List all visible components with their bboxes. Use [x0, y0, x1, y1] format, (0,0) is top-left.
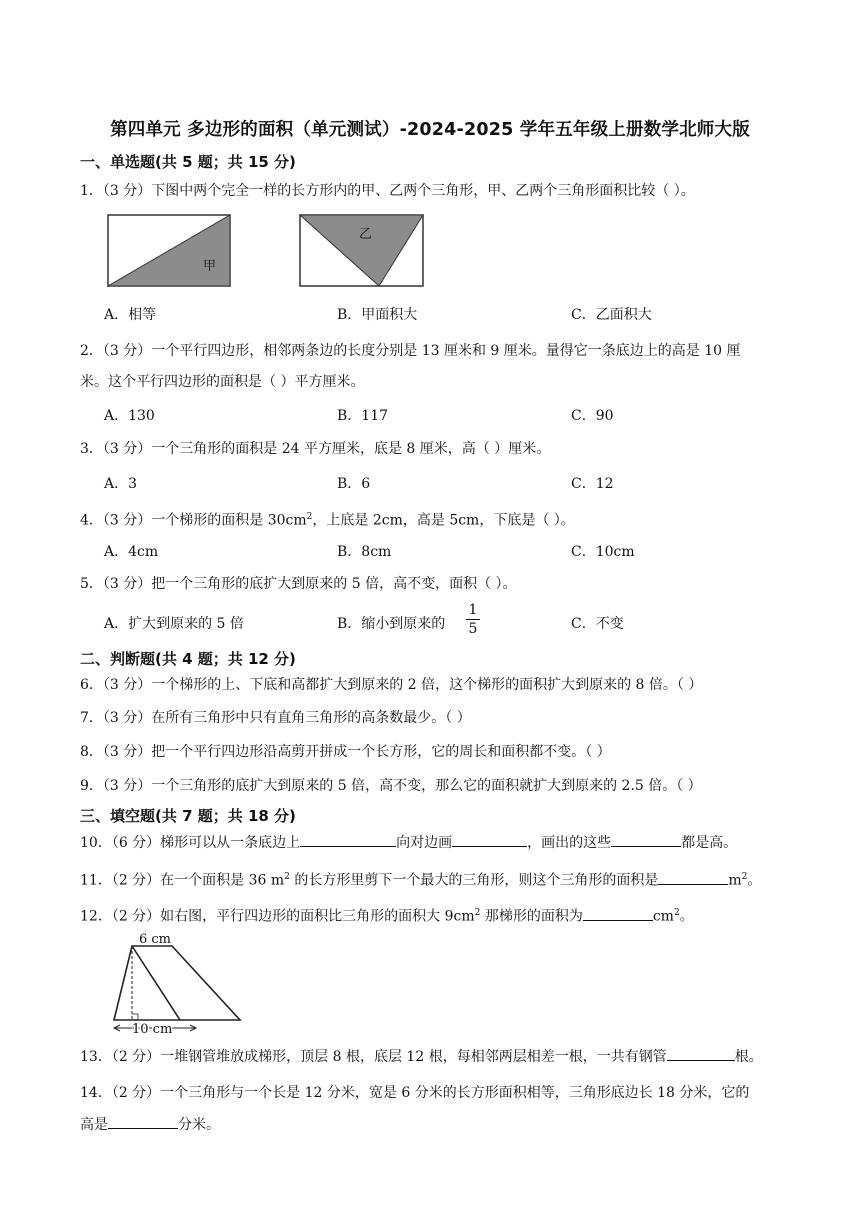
q13-text-b: 根。 — [734, 1049, 763, 1065]
q4-option-a[interactable]: A．4cm — [104, 544, 159, 560]
q10-text-d: 都是高。 — [681, 835, 738, 851]
question-13 — [80, 1042, 810, 1072]
question-2-line-2: 米。这个平行四边形的面积是（ ）平方厘米。 — [80, 374, 365, 390]
section-heading-true-false: 二、判断题(共 4 题；共 12 分) — [80, 650, 296, 668]
question-5: 5．（3 分）把一个三角形的底扩大到原来的 5 倍，高不变，面积（ ）。 — [80, 576, 517, 592]
q5-fraction-numerator: 1 — [466, 601, 480, 620]
question-2-line-1: 2．（3 分）一个平行四边形，相邻两条边的长度分别是 13 厘米和 9 厘米。量得它一条底边上的高是 10 厘 — [80, 343, 741, 359]
question-8: 8．（3 分）把一个平行四边形沿高剪开拼成一个长方形，它的周长和面积都不变。（ ） — [80, 744, 611, 760]
q5-option-b[interactable]: B．缩小到原来的 — [337, 616, 446, 632]
question-14-line-2 — [80, 1110, 810, 1140]
q13-blank[interactable] — [667, 1046, 735, 1061]
q10-text-c: ，画出的这些 — [527, 835, 612, 851]
q4-text-b: ，上底是 2cm，高是 5cm，下底是（ ）。 — [312, 512, 575, 529]
q1-figure-yi — [299, 214, 424, 287]
q1-figure-jia — [107, 214, 231, 287]
q12-blank[interactable] — [583, 906, 653, 921]
question-11 — [80, 862, 810, 896]
section-heading-single-choice: 一、单选题(共 5 题；共 15 分) — [80, 153, 296, 171]
q3-option-a[interactable]: A．3 — [104, 476, 138, 492]
question-14-line-1: 14．（2 分）一个三角形与一个长是 12 分米，宽是 6 分米的长方形面积相等，三角形底边长 18 分米，它的 — [80, 1085, 750, 1101]
q1-label-yi: 乙 — [359, 227, 373, 242]
q1-option-c[interactable]: C．乙面积大 — [571, 307, 652, 323]
question-9: 9．（3 分）一个三角形的底扩大到原来的 5 倍，高不变，那么它的面积就扩大到原来的 2.5 倍。（ ） — [80, 778, 702, 794]
q12-sup-1: 2 — [474, 908, 481, 918]
q4-text-a: 4．（3 分）一个梯形的面积是 30cm — [80, 512, 307, 529]
q3-option-c[interactable]: C．12 — [571, 476, 614, 492]
q2-option-c[interactable]: C．90 — [571, 408, 614, 424]
q11-text-a: 11．（2 分）在一个面积是 36 m — [80, 872, 285, 889]
q14-text-b: 分米。 — [178, 1117, 220, 1133]
q11-sup-1: 2 — [284, 872, 290, 882]
q11-blank[interactable] — [658, 870, 728, 885]
page-title: 第四单元 多边形的面积（单元测试）-2024-2025 学年五年级上册数学北师大版 — [110, 120, 750, 140]
question-12 — [80, 898, 810, 932]
q12-sup-2: 2 — [673, 908, 680, 918]
q14-text-a: 高是 — [80, 1117, 108, 1133]
q14-blank[interactable] — [108, 1114, 178, 1129]
q13-text-a: 13．（2 分）一堆钢管堆放成梯形，顶层 8 根，底层 12 根，每相邻两层相差一根，一共有钢管 — [80, 1049, 667, 1065]
q12-unit: cm — [652, 908, 674, 925]
q4-option-b[interactable]: B．8cm — [337, 544, 392, 560]
q10-text-b: 向对边画 — [396, 835, 453, 851]
q5-fraction-denominator: 5 — [468, 621, 478, 637]
q11-text-d: 。 — [747, 872, 762, 889]
q5-option-a[interactable]: A．扩大到原来的 5 倍 — [104, 616, 244, 632]
q5-fraction — [466, 601, 480, 638]
question-6: 6．（3 分）一个梯形的上、下底和高都扩大到原来的 2 倍，这个梯形的面积扩大到原来的 8 倍。（ ） — [80, 677, 703, 693]
q1-label-jia: 甲 — [203, 259, 217, 274]
question-3: 3．（3 分）一个三角形的面积是 24 平方厘米，底是 8 厘米，高（ ）厘米。 — [80, 441, 551, 457]
q3-option-b[interactable]: B．6 — [337, 476, 371, 492]
q10-text-a: 10．（6 分）梯形可以从一条底边上 — [80, 835, 301, 851]
question-10 — [80, 828, 810, 858]
q12-figure-bottom-label: 10 cm — [132, 1022, 173, 1037]
q2-option-a[interactable]: A．130 — [104, 408, 155, 424]
q10-blank-2[interactable] — [452, 832, 527, 847]
q4-option-c[interactable]: C．10cm — [571, 544, 635, 560]
q2-option-b[interactable]: B．117 — [337, 408, 389, 424]
q11-sup-2: 2 — [741, 872, 748, 882]
question-1: 1．（3 分）下图中两个完全一样的长方形内的甲、乙两个三角形，甲、乙两个三角形面积比较（ ）。 — [80, 183, 695, 199]
q10-blank-1[interactable] — [300, 832, 396, 847]
q5-option-c[interactable]: C．不变 — [571, 616, 624, 632]
q12-figure-top-label: 6 cm — [139, 932, 172, 947]
q1-option-b[interactable]: B．甲面积大 — [337, 307, 418, 323]
q11-unit: m — [728, 872, 742, 889]
q12-text-d: 。 — [679, 908, 694, 925]
q4-sup: 2 — [306, 512, 313, 522]
question-4 — [80, 502, 810, 536]
q1-option-a[interactable]: A．相等 — [104, 307, 157, 323]
question-7: 7．（3 分）在所有三角形中只有直角三角形的高条数最少。（ ） — [80, 710, 471, 726]
section-heading-fill-blank: 三、填空题(共 7 题；共 18 分) — [80, 807, 296, 825]
q12-figure-trapezoid — [106, 928, 246, 1038]
q12-text-a: 12．（2 分）如右图，平行四边形的面积比三角形的面积大 9cm — [80, 908, 475, 925]
q11-text-b: 的长方形里剪下一个最大的三角形，则这个三角形的面积是 — [289, 872, 659, 889]
q12-text-b: 那梯形的面积为 — [480, 908, 583, 925]
q10-blank-3[interactable] — [611, 832, 681, 847]
